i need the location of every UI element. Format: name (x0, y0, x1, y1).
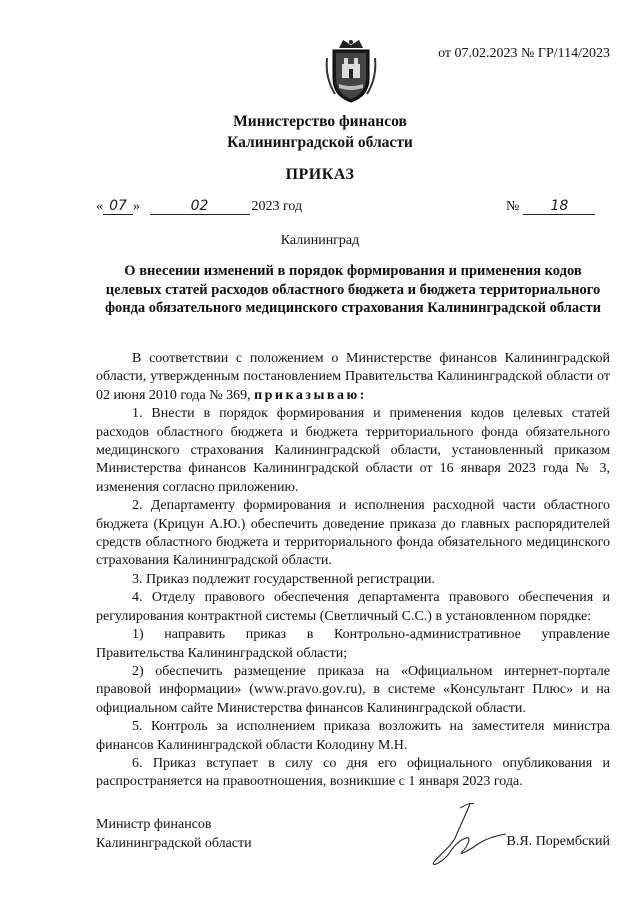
ministry-name (0, 111, 640, 153)
handwritten-signature (420, 800, 510, 870)
number-label: № (506, 199, 520, 214)
intro-text: В соответствии с положением о Министерстве финансов Калининградской области, утвержденным постановлением Правительства Калининградской области от 02 июня 2010 года № 369, (96, 351, 610, 403)
signatory-title (96, 816, 252, 853)
item-1: 1. Внести в порядок формирования и применения кодов целевых статей расходов областного бюджета и бюджета территориального фонда обязательного медицинского страхования Калининградской области, установленный приказом Министерства финансов Калининградской области от 16 января 2023 года № 3, изменения согласно приложению. (96, 406, 610, 495)
number-value: 18 (523, 198, 595, 215)
item-4-1: 1) направить приказ в Контрольно-административное управление Правительства Калининградской области; (96, 627, 610, 661)
order-date (96, 198, 302, 215)
item-6: 6. Приказ вступает в силу со дня его официального опубликования и распространяется на правоотношения, возникшие с 1 января 2023 года. (96, 755, 610, 790)
date-year: 2023 год (251, 199, 303, 214)
item-5: 5. Контроль за исполнением приказа возложить на заместителя министра финансов Калининградской области Колодину М.Н. (96, 719, 610, 753)
city-name: Калининград (280, 233, 360, 248)
order-word: приказываю: (254, 387, 367, 403)
item-2: 2. Департаменту формирования и исполнения расходной части областного бюджета (Крицун А.Ю.) обеспечить доведение приказа до главных распорядителей средств областного бюджета и территориального фонда обязательного медицинского страхования Калининградской области. (96, 498, 610, 569)
document-type-title: ПРИКАЗ (285, 166, 355, 183)
signatory-name: В.Я. Порембский (506, 834, 610, 849)
order-number (506, 198, 595, 215)
signatory-title-line2: Калининградской области (96, 835, 252, 851)
order-body (96, 350, 610, 792)
registration-stamp: от 07.02.2023 № ГР/114/2023 (438, 46, 610, 61)
date-day: 07 (103, 198, 133, 215)
ministry-line2: Калининградской области (227, 134, 413, 151)
signatory-title-line1: Министр финансов (96, 817, 212, 832)
order-subject: О внесении изменений в порядок формирования и применения кодов целевых статей расходов областного бюджета и бюджета территориального фонда обязательного медицинского страхования Калининградской области (104, 263, 602, 316)
item-4: 4. Отделу правового обеспечения департамента правового обеспечения и регулирования контрактной системы (Светличный С.С.) в установленном порядке: (96, 590, 610, 624)
intro-paragraph (96, 350, 610, 405)
item-3: 3. Приказ подлежит государственной регистрации. (132, 571, 436, 587)
coat-of-arms-emblem (323, 38, 379, 104)
date-month: 02 (150, 198, 250, 215)
ministry-line1: Министерство финансов (233, 113, 407, 130)
date-close-quote: » (133, 199, 140, 214)
item-4-2: 2) обеспечить размещение приказа на «Официальном интернет-портале правовой информации» (www.pravo.gov.ru), в системе «Консультант Плюс» и на официальном сайте Министерства финансов Калининградской области. (96, 663, 610, 716)
date-open-quote: « (96, 199, 103, 214)
